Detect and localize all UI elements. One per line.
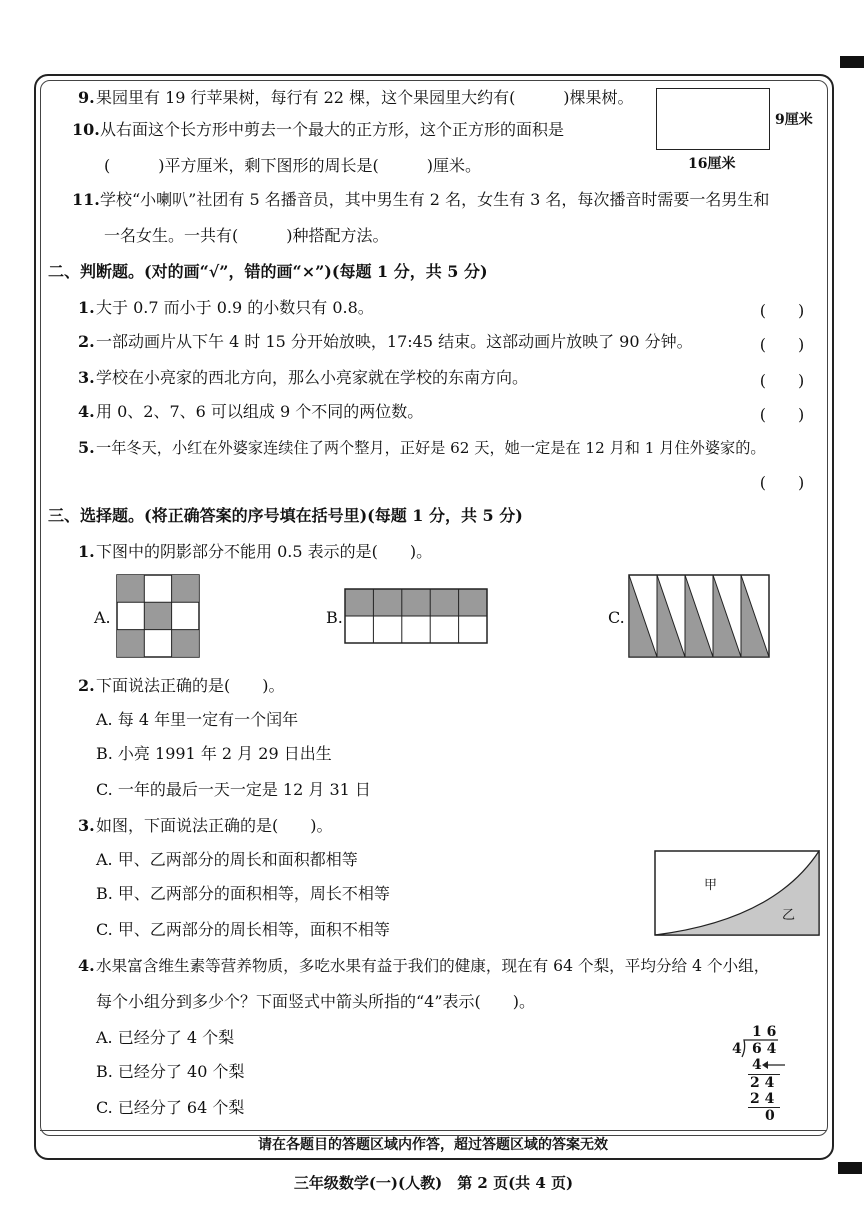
s2-item3-text: 学校在小亮家的西北方向，那么小亮家就在学校的东南方向。 (96, 368, 529, 387)
s3-q2-number: 2. (78, 676, 95, 695)
footer-divider (40, 1130, 826, 1131)
division-step1: 4 (752, 1057, 762, 1073)
s3-q4-option-c: C. 已经分了 64 个梨 (96, 1098, 245, 1117)
s2-item1-text: 大于 0.7 而小于 0.9 的小数只有 0.8。 (96, 298, 374, 317)
s3-q1-figure-a (116, 574, 200, 658)
registration-mark-top (840, 56, 864, 68)
s3-q3-number: 3. (78, 816, 95, 835)
s3-q1-figure-c (628, 574, 770, 658)
q10-line1: 从右面这个长方形中剪去一个最大的正方形，这个正方形的面积是 (100, 120, 565, 139)
division-remainder: 0 (765, 1108, 775, 1124)
s3-q2-option-b: B. 小亮 1991 年 2 月 29 日出生 (96, 744, 332, 763)
s3-q3-label-jia: 甲 (704, 878, 718, 893)
answer-area-note: 请在各题目的答题区域内作答，超过答题区域的答案无效 (258, 1137, 608, 1153)
q11-number: 11. (72, 190, 100, 209)
division-step2: 2 4 (750, 1075, 775, 1091)
s3-q3-option-b: B. 甲、乙两部分的面积相等，周长不相等 (96, 884, 390, 903)
s3-q1-text: 下图中的阴影部分不能用 0.5 表示的是( )。 (96, 542, 433, 561)
s3-q4-line2: 每个小组分到多少个？下面竖式中箭头所指的“4”表示( )。 (96, 992, 536, 1011)
q10-line2: ( )平方厘米，剩下图形的周长是( )厘米。 (104, 156, 481, 175)
s3-q2-text: 下面说法正确的是( )。 (96, 676, 285, 695)
division-divisor: 4 (732, 1041, 742, 1057)
q9-number: 9. (78, 88, 95, 107)
page-footer: 三年级数学(一)(人教) 第 2 页(共 4 页) (293, 1174, 574, 1192)
s3-q1-option-a-label: A. (94, 608, 111, 627)
division-quotient: 1 6 (752, 1024, 777, 1040)
s2-item1-answer[interactable]: ( ) (759, 301, 805, 320)
q11-line2: 一名女生。一共有( )种搭配方法。 (104, 226, 389, 245)
q10-height-label: 9厘米 (775, 112, 813, 128)
s2-item3-number: 3. (78, 368, 95, 387)
s3-q3-text: 如图，下面说法正确的是( )。 (96, 816, 333, 835)
s2-item1-number: 1. (78, 298, 95, 317)
s2-item5-answer[interactable]: ( ) (759, 473, 805, 492)
q9-text: 果园里有 19 行苹果树，每行有 22 棵，这个果园里大约有( )棵果树。 (96, 88, 634, 107)
q10-number: 10. (72, 120, 100, 139)
s2-item2-text: 一部动画片从下午 4 时 15 分开始放映，17:45 结束。这部动画片放映了 90 分钟。 (96, 332, 693, 351)
q11-line1: 学校“小喇叭”社团有 5 名播音员，其中男生有 2 名，女生有 3 名，每次播音时需要一名男生和 (100, 190, 770, 209)
s3-q4-option-b: B. 已经分了 40 个梨 (96, 1062, 245, 1081)
s3-q2-option-c: C. 一年的最后一天一定是 12 月 31 日 (96, 780, 371, 799)
s2-item4-answer[interactable]: ( ) (759, 405, 805, 424)
s3-q1-option-c-label: C. (608, 608, 625, 627)
s2-item4-text: 用 0、2、7、6 可以组成 9 个不同的两位数。 (96, 402, 424, 421)
s3-q4-option-a: A. 已经分了 4 个梨 (96, 1028, 235, 1047)
s3-q3-option-a: A. 甲、乙两部分的周长和面积都相等 (96, 850, 358, 869)
arrow-icon (762, 1060, 786, 1070)
s3-q1-figure-b (344, 588, 488, 644)
section2-title: 二、判断题。(对的画“√”，错的画“×”)(每题 1 分，共 5 分) (48, 262, 488, 281)
s3-q3-figure (654, 850, 820, 936)
division-dividend: 6 4 (752, 1041, 777, 1057)
q10-width-label: 16厘米 (688, 156, 736, 172)
s2-item2-answer[interactable]: ( ) (759, 335, 805, 354)
division-line-2 (748, 1107, 780, 1108)
division-step3: 2 4 (750, 1091, 775, 1107)
s2-item5-number: 5. (78, 438, 95, 457)
s3-q3-option-c: C. 甲、乙两部分的周长相等，面积不相等 (96, 920, 390, 939)
s3-q4-number: 4. (78, 956, 95, 975)
s2-item3-answer[interactable]: ( ) (759, 371, 805, 390)
q10-rectangle (656, 88, 770, 150)
s3-q1-option-b-label: B. (326, 608, 343, 627)
s2-item2-number: 2. (78, 332, 95, 351)
s3-q1-number: 1. (78, 542, 95, 561)
s3-q2-option-a: A. 每 4 年里一定有一个闰年 (96, 710, 299, 729)
s3-q3-label-yi: 乙 (782, 908, 796, 923)
s3-q4-line1: 水果富含维生素等营养物质，多吃水果有益于我们的健康，现在有 64 个梨，平均分给 4 个小组， (96, 957, 770, 975)
s2-item4-number: 4. (78, 402, 95, 421)
section3-title: 三、选择题。(将正确答案的序号填在括号里)(每题 1 分，共 5 分) (48, 506, 523, 525)
s2-item5-text: 一年冬天，小红在外婆家连续住了两个整月，正好是 62 天，她一定是在 12 月和 1 月住外婆家的。 (96, 439, 766, 457)
